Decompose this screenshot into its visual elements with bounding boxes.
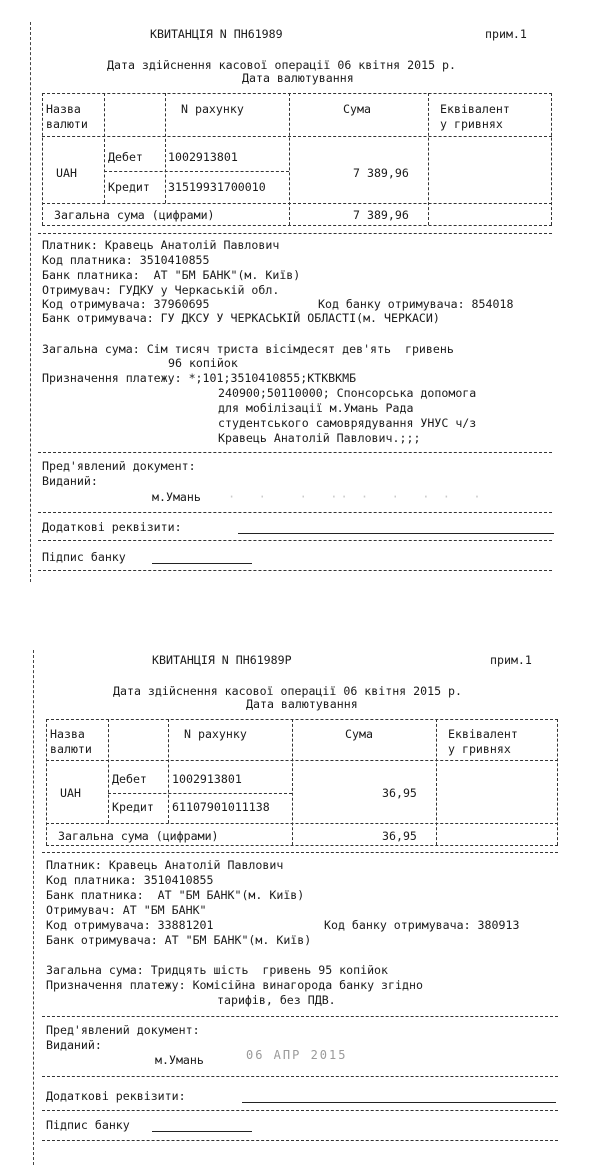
payer-code: Код платника: 3510410855 <box>46 873 214 887</box>
col-equivalent-header: у гривнях <box>440 117 503 131</box>
payment-purpose: студентського самоврядування УНУС ч/з <box>218 416 477 430</box>
issued-label: Виданий: <box>42 474 98 488</box>
section-divider <box>42 1076 558 1077</box>
debit-label: Дебет <box>112 772 147 786</box>
value-date: Дата валютування <box>246 697 358 711</box>
col-account-header: N рахунку <box>184 727 247 741</box>
table-col-line <box>46 719 47 845</box>
appendix-label: прим.1 <box>485 27 527 41</box>
credit-label: Кредит <box>108 180 150 194</box>
payer-bank: Банк платника: АТ "БМ БАНК"(м. Київ) <box>46 888 305 902</box>
table-col-line <box>292 719 293 845</box>
payment-purpose: 240900;50110000; Спонсорська допомога <box>218 386 477 400</box>
payment-purpose: Призначення платежу: *;101;3510410855;КТКВКМБ <box>42 371 357 385</box>
debit-account: 1002913801 <box>172 772 242 786</box>
col-amount-header: Сума <box>343 102 371 116</box>
col-account-header: N рахунку <box>181 102 244 116</box>
total-amount: 36,95 <box>382 829 417 843</box>
date-stamp: 06 АПР 2015 <box>246 1048 348 1062</box>
currency-code: UAH <box>56 166 77 180</box>
payment-purpose: Призначення платежу: Комісійна винагорода банку згідно <box>46 978 423 992</box>
payment-purpose: Кравець Анатолій Павлович.;;; <box>218 431 421 445</box>
section-divider <box>42 1110 558 1111</box>
payment-purpose: для мобілізації м.Умань Рада <box>218 401 414 415</box>
bank-signature-line <box>152 1131 252 1132</box>
total-label: Загальна сума (цифрами) <box>58 829 219 843</box>
table-col-line <box>168 719 169 823</box>
col-equivalent-header: Еквівалент <box>448 727 518 741</box>
recipient-code: Код отримувача: 33881201 <box>46 918 214 932</box>
col-currency-header: валюти <box>50 742 92 756</box>
table-inner-divider <box>108 793 292 794</box>
table-border-top <box>46 719 558 720</box>
section-divider <box>42 1016 558 1017</box>
currency-code: UAH <box>60 786 81 800</box>
payer-code: Код платника: 3510410855 <box>42 253 210 267</box>
section-divider <box>42 1140 558 1141</box>
total-amount: 7 389,96 <box>353 208 409 222</box>
section-divider <box>42 852 558 853</box>
table-header-divider <box>46 760 558 761</box>
total-in-words: Загальна сума: Тридцять шість гривень 95 копійок <box>46 963 389 977</box>
extra-details-line <box>242 1102 556 1103</box>
bank-signature-label: Підпис банку <box>46 1118 130 1132</box>
extra-details-label: Додаткові реквізити: <box>46 1089 186 1103</box>
table-col-line <box>108 719 109 823</box>
left-margin-line <box>33 650 34 1165</box>
payer-name: Платник: Кравець Анатолій Павлович <box>46 858 284 872</box>
extra-details-label: Додаткові реквізити: <box>42 520 182 534</box>
debit-label: Дебет <box>108 150 143 164</box>
table-col-line <box>557 719 558 845</box>
recipient-bank: Банк отримувача: ГУ ДКСУ У ЧЕРКАСЬКІЙ ОБЛАСТІ(м. ЧЕРКАСИ) <box>42 311 440 325</box>
col-currency-header: валюти <box>46 117 88 131</box>
receipt-title: КВИТАНЦІЯ N ПН61989Р <box>152 653 292 667</box>
operation-date: Дата здійснення касової операції 06 квітня 2015 р. <box>107 58 457 72</box>
col-equivalent-header: у гривнях <box>448 742 511 756</box>
credit-label: Кредит <box>112 800 154 814</box>
col-amount-header: Сума <box>345 727 373 741</box>
total-in-words: Загальна сума: Сім тисяч триста вісімдесят дев'ять гривень <box>42 342 454 356</box>
table-row-divider <box>46 823 558 824</box>
recipient-name: Отримувач: АТ "БМ БАНК" <box>46 903 207 917</box>
receipt-title: КВИТАНЦІЯ N ПН61989 <box>150 27 283 41</box>
recipient-bank-code: Код банку отримувача: 380913 <box>324 918 520 932</box>
issued-city: м.Умань <box>155 1053 204 1067</box>
document-label: Пред'явлений документ: <box>42 459 196 473</box>
payer-bank: Банк платника: АТ "БМ БАНК"(м. Київ) <box>42 268 301 282</box>
col-equivalent-header: Еквівалент <box>440 102 510 116</box>
total-in-words: 96 копійок <box>168 356 238 370</box>
recipient-code: Код отримувача: 37960695 <box>42 297 210 311</box>
operation-date: Дата здійснення касової операції 06 квітня 2015 р. <box>113 684 463 698</box>
table-border-bottom <box>46 845 558 846</box>
bank-signature-label: Підпис банку <box>42 550 126 564</box>
payment-purpose: тарифів, без ПДВ. <box>217 993 336 1007</box>
credit-account: 31519931700010 <box>168 180 266 194</box>
document-label: Пред'явлений документ: <box>46 1023 200 1037</box>
credit-account: 61107901011138 <box>172 800 270 814</box>
total-label: Загальна сума (цифрами) <box>54 208 215 222</box>
payer-name: Платник: Кравець Анатолій Павлович <box>42 238 280 252</box>
col-currency-header: Назва <box>46 102 81 116</box>
recipient-name: Отримувач: ГУДКУ у Черкаській обл. <box>42 283 280 297</box>
recipient-bank-code: Код банку отримувача: 854018 <box>318 297 514 311</box>
faded-stamp: · · · ·· · · · · · <box>228 490 484 504</box>
appendix-label: прим.1 <box>490 653 532 667</box>
value-date: Дата валютування <box>242 71 354 85</box>
amount-value: 7 389,96 <box>353 166 409 180</box>
amount-value: 36,95 <box>382 786 417 800</box>
table-col-line <box>436 719 437 845</box>
issued-label: Виданий: <box>46 1038 102 1052</box>
issued-city: м.Умань <box>152 490 201 504</box>
recipient-bank: Банк отримувача: АТ "БМ БАНК"(м. Київ) <box>46 933 312 947</box>
debit-account: 1002913801 <box>168 150 238 164</box>
col-currency-header: Назва <box>50 727 85 741</box>
